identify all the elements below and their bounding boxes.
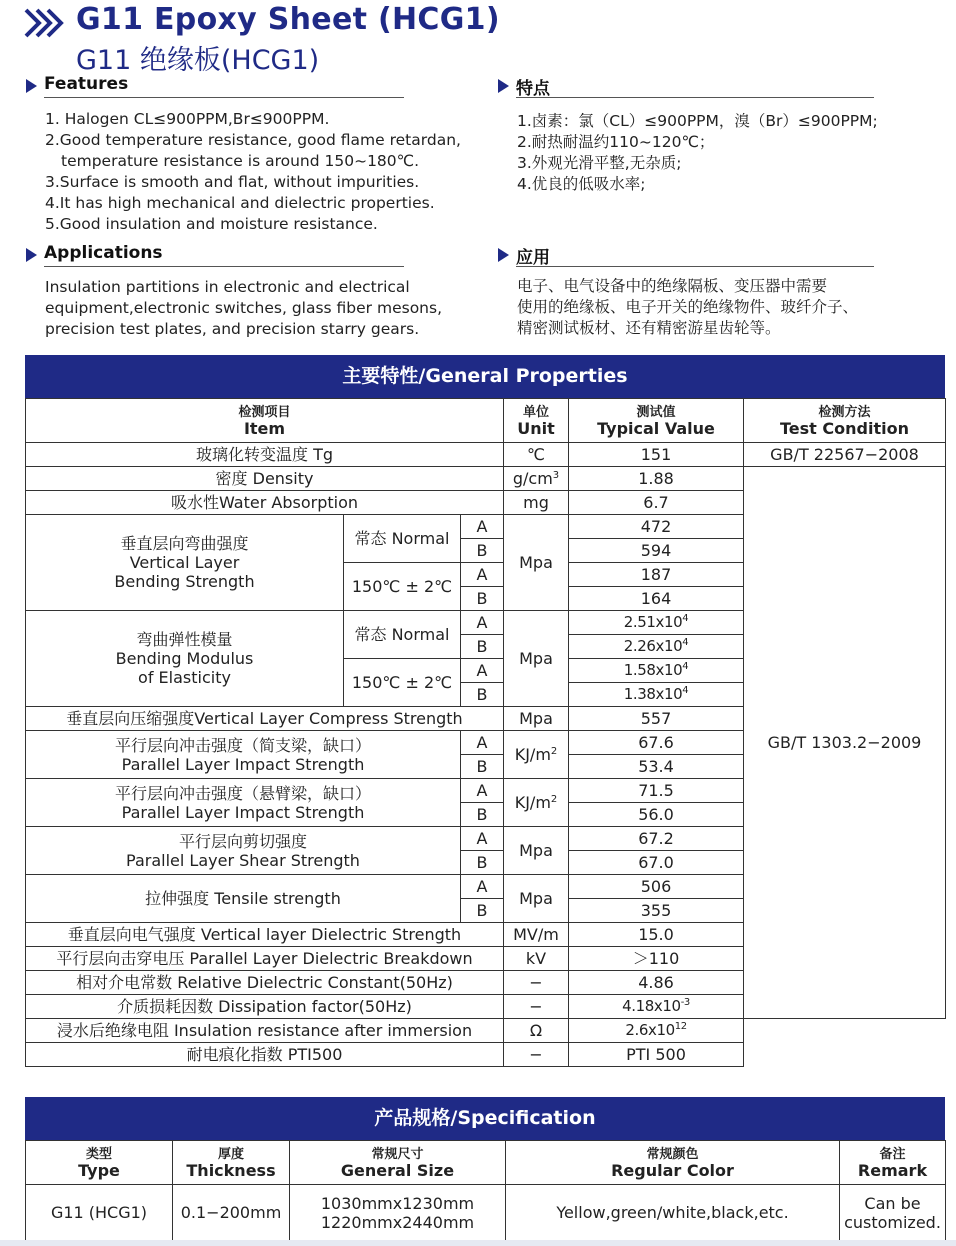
list-item: 2.耐热耐温约110~120℃； xyxy=(517,133,715,151)
list-item: 1. Halogen CL≤900PPM,Br≤900PPM. xyxy=(45,110,330,128)
table-row: 吸水性Water Absorption mg 6.7 xyxy=(26,491,946,515)
table-row: B $2.26x10^4$ xyxy=(26,635,946,659)
table-row: 耐电痕化指数 PTI500 − PTI 500 xyxy=(26,1043,946,1067)
triangle-icon xyxy=(26,248,37,262)
double-chevron-icon xyxy=(24,8,66,38)
table-row: 弯曲弹性模量 Bending Modulus of Elasticity 常态 Normal A Mpa $2.51x10^4$ xyxy=(26,611,946,635)
list-item: temperature resistance is around 150~180℃. xyxy=(61,152,419,170)
features-list xyxy=(45,109,461,235)
list-item: 5.Good insulation and moisture resistance. xyxy=(45,215,378,233)
table-row: 垂直层向电气强度 Vertical layer Dielectric Strength MV/m 15.0 xyxy=(26,923,946,947)
list-item: 1.卤素：氯（CL）≤900PPM，溴（Br）≤900PPM; xyxy=(517,112,878,130)
header-unit: 单位 Unit xyxy=(504,399,569,443)
table-row: 相对介电常数 Relative Dielectric Constant(50Hz) − 4.86 xyxy=(26,971,946,995)
specification-title-bar: 产品规格/Specification xyxy=(25,1097,945,1140)
list-item: 3.外观光滑平整,无杂质; xyxy=(517,154,682,172)
features-cn-list xyxy=(517,111,878,195)
triangle-icon xyxy=(498,248,509,262)
triangle-icon xyxy=(26,79,37,93)
table-header-row xyxy=(26,399,946,443)
table-row: 平行层向击穿电压 Parallel Layer Dielectric Breakdown kV ＞110 xyxy=(26,947,946,971)
table-row: 浸水后绝缘电阻 Insulation resistance after immersion Ω $2.6x10^{12}$ xyxy=(26,1019,946,1043)
properties-table xyxy=(25,398,946,1067)
table-row: 平行层向剪切强度 Parallel Layer Shear Strength A Mpa 67.2 xyxy=(26,827,946,851)
applications-cn-heading: 应用 xyxy=(498,243,874,267)
table-row: 密度 Density $g/cm^3$ 1.88 GB/T 1303.2−2009 xyxy=(26,467,946,491)
common-test-method: GB/T 1303.2−2009 xyxy=(744,467,946,1019)
applications-heading: Applications xyxy=(26,243,404,267)
table-row: B 355 xyxy=(26,899,946,923)
table-row: 150℃ ± 2℃ A 187 xyxy=(26,563,946,587)
properties-title-bar: 主要特性/General Properties xyxy=(25,355,945,398)
page-subtitle: G11 绝缘板(HCG1) xyxy=(76,45,320,76)
specification-table xyxy=(25,1140,946,1241)
table-row: 平行层向冲击强度（简支梁，缺口） Parallel Layer Impact Strength A $KJ/m^2$ 67.6 xyxy=(26,731,946,755)
table-row: 介质损耗因数 Dissipation factor(50Hz) − $4.18x10^{-3}$ xyxy=(26,995,946,1019)
table-row: B 67.0 xyxy=(26,851,946,875)
table-row: 玻璃化转变温度 Tg ℃ 151 GB/T 22567−2008 xyxy=(26,443,946,467)
table-row: B $1.38x10^4$ xyxy=(26,683,946,707)
table-row: 拉伸强度 Tensile strength A Mpa 506 xyxy=(26,875,946,899)
header-method: 检测方法 Test Condition xyxy=(744,399,946,443)
table-row: B 164 xyxy=(26,587,946,611)
table-row: G11 (HCG1) 0.1−200mm 1030mmx1230mm 1220mmx2440mm Yellow,green/white,black,etc. Can be customized. xyxy=(26,1185,946,1241)
list-item: 2.Good temperature resistance, good flame retardan, xyxy=(45,131,461,149)
features-cn-heading: 特点 xyxy=(498,74,874,98)
header-item: 检测项目 Item xyxy=(26,399,504,443)
table-row: B 594 xyxy=(26,539,946,563)
footer-decoration xyxy=(0,1240,956,1246)
table-header-row: 类型 Type 厚度 Thickness 常规尺寸 General Size 常规颜色 Regular Color 备注 Remark xyxy=(26,1141,946,1185)
table-row: B 53.4 xyxy=(26,755,946,779)
list-item: 3.Surface is smooth and flat, without impurities. xyxy=(45,173,420,191)
applications-cn-text: 电子、电气设备中的绝缘隔板、变压器中需要 使用的绝缘板、电子开关的绝缘物件、玻纤介子、 精密测试板材、还有精密游星齿轮等。 xyxy=(517,277,859,337)
applications-text: Insulation partitions in electronic and electrical equipment,electronic switches, glass fiber mesons, precision test plates, and precision starry gears. xyxy=(45,278,443,338)
features-heading: Features xyxy=(26,74,404,98)
page-title: G11 Epoxy Sheet (HCG1) xyxy=(76,2,500,37)
table-row: 垂直层向压缩强度Vertical Layer Compress Strength Mpa 557 xyxy=(26,707,946,731)
table-row: B 56.0 xyxy=(26,803,946,827)
table-row: 平行层向冲击强度（悬臂梁，缺口） Parallel Layer Impact Strength A $KJ/m^2$ 71.5 xyxy=(26,779,946,803)
triangle-icon xyxy=(498,79,509,93)
list-item: 4.It has high mechanical and dielectric properties. xyxy=(45,194,435,212)
table-row: 150℃ ± 2℃ A $1.58x10^4$ xyxy=(26,659,946,683)
header-value: 测试值 Typical Value xyxy=(569,399,744,443)
list-item: 4.优良的低吸水率; xyxy=(517,175,646,193)
table-row: 垂直层向弯曲强度 Vertical Layer Bending Strength 常态 Normal A Mpa 472 xyxy=(26,515,946,539)
